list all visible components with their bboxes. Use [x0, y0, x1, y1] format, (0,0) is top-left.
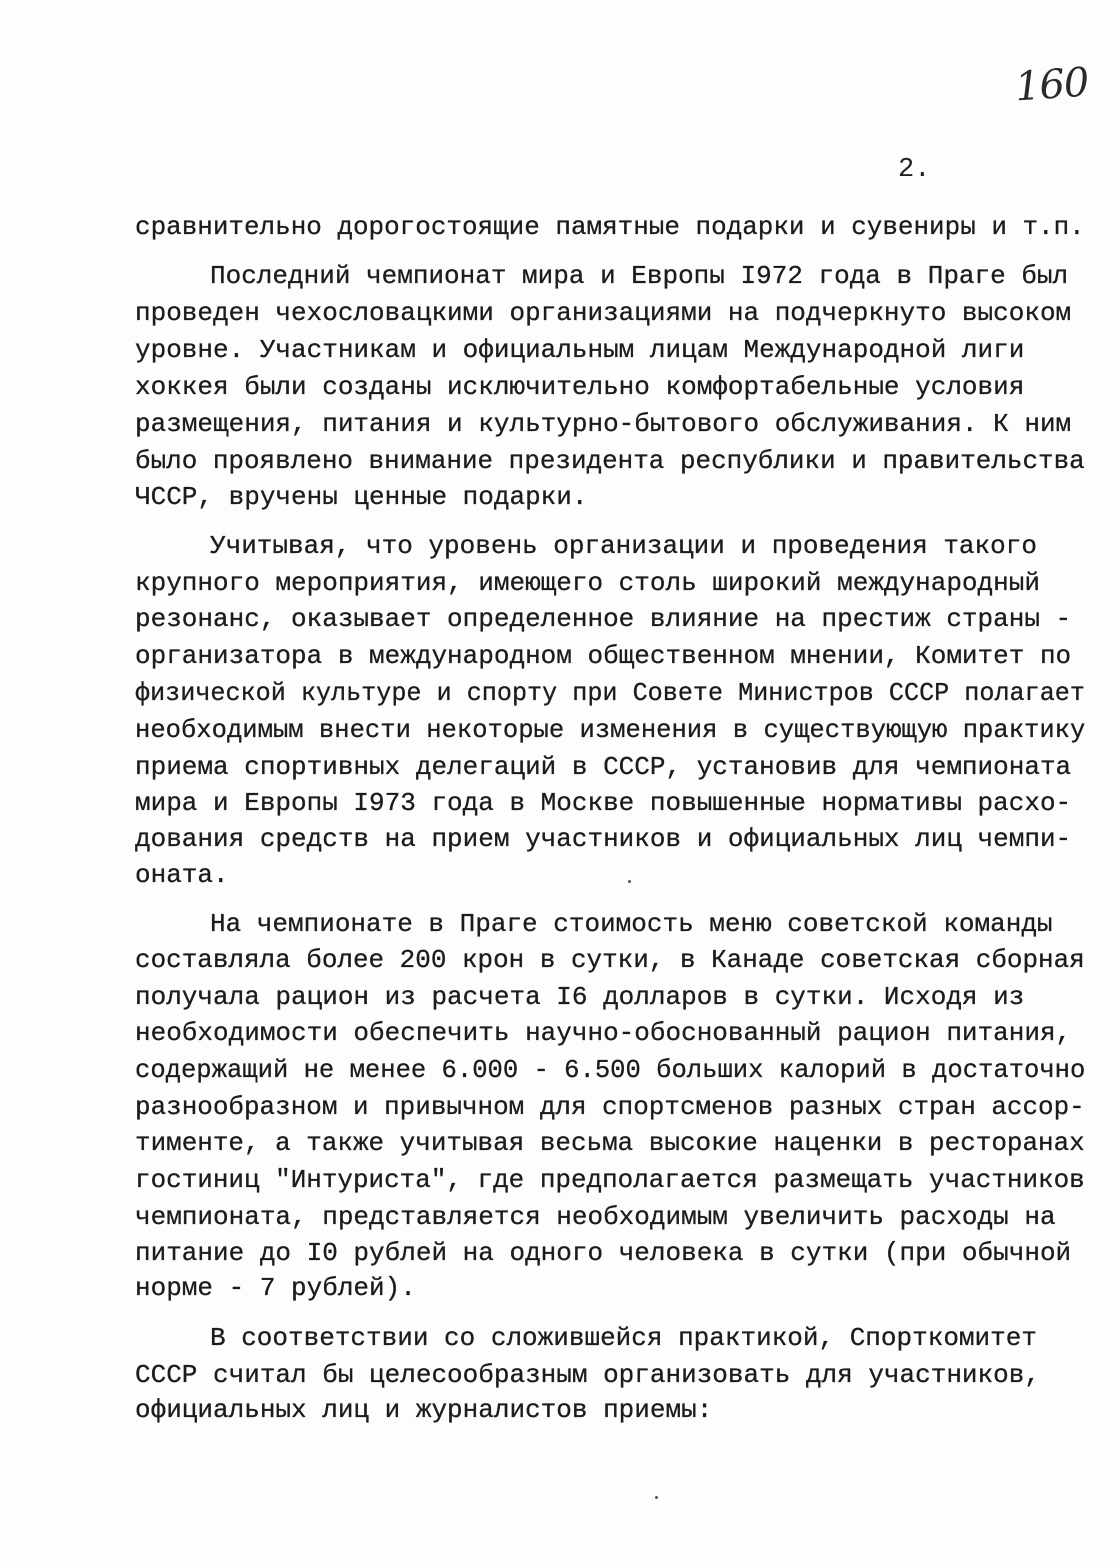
archive-sheet-number: 160	[1013, 59, 1090, 111]
text-line: ЧССР, вручены ценные подарки.	[135, 482, 588, 512]
text-line: было проявлено внимание президента республики и правительства	[135, 446, 1085, 476]
text-line: СССР считал бы целесообразным организовать для участников,	[135, 1360, 1040, 1390]
text-line: хоккея были созданы исключительно комфортабельные условия	[135, 372, 1025, 402]
text-line: В соответствии со сложившейся практикой, Спорткомитет	[210, 1323, 1037, 1353]
text-line: чемпионата, представляется необходимым увеличить расходы на	[135, 1202, 1056, 1232]
text-line: мира и Европы I973 года в Москве повышенные нормативы расхо-	[135, 788, 1072, 818]
text-line: оната.	[135, 860, 229, 890]
text-line: питание до I0 рублей на одного человека в сутки (при обычной	[135, 1238, 1072, 1268]
text-line: проведен чехословацкими организациями на подчеркнуто высоком	[135, 298, 1072, 328]
text-line: разнообразном и привычном для спортсменов разных стран ассор-	[135, 1092, 1085, 1122]
text-line: дования средств на прием участников и официальных лиц чемпи-	[135, 824, 1072, 854]
text-line: необходимым внести некоторые изменения в существующую практику	[135, 715, 1086, 745]
scan-speck	[628, 880, 631, 883]
text-line: уровне. Участникам и официальным лицам Международной лиги	[135, 335, 1025, 365]
text-line: Последний чемпионат мира и Европы I972 года в Праге был	[210, 261, 1069, 291]
text-line: получала рацион из расчета I6 долларов в сутки. Исходя из	[135, 982, 1025, 1012]
text-line: физической культуре и спорту при Совете Министров СССР полагает	[135, 678, 1085, 708]
page-number: 2.	[898, 155, 931, 185]
text-line: размещения, питания и культурно-бытового обслуживания. К ним	[135, 409, 1072, 439]
text-line: гостиниц "Интуриста", где предполагается размещать участников	[135, 1165, 1085, 1195]
text-line: составляла более 200 крон в сутки, в Канаде советская сборная	[135, 945, 1085, 975]
text-line: необходимости обеспечить научно-обоснованный рацион питания,	[135, 1018, 1072, 1048]
text-line: официальных лиц и журналистов приемы:	[135, 1395, 713, 1425]
text-line: крупного мероприятия, имеющего столь широкий международный	[135, 568, 1040, 598]
text-line: сравнительно дорогостоящие памятные подарки и сувениры и т.п.	[135, 212, 1085, 242]
text-line: организатора в международном общественном мнении, Комитет по	[135, 641, 1072, 671]
text-line: тименте, а также учитывая весьма высокие наценки в ресторанах	[135, 1128, 1085, 1158]
text-line: резонанс, оказывает определенное влияние на престиж страны -	[135, 604, 1072, 634]
text-line: приема спортивных делегаций в СССР, установив для чемпионата	[135, 752, 1072, 782]
scan-speck	[655, 1496, 658, 1499]
text-line: Учитывая, что уровень организации и проведения такого	[210, 531, 1037, 561]
text-line: На чемпионате в Праге стоимость меню советской команды	[210, 909, 1053, 939]
text-line: норме - 7 рублей).	[135, 1273, 416, 1303]
text-line: содержащий не менее 6.000 - 6.500 больших калорий в достаточно	[135, 1055, 1086, 1085]
